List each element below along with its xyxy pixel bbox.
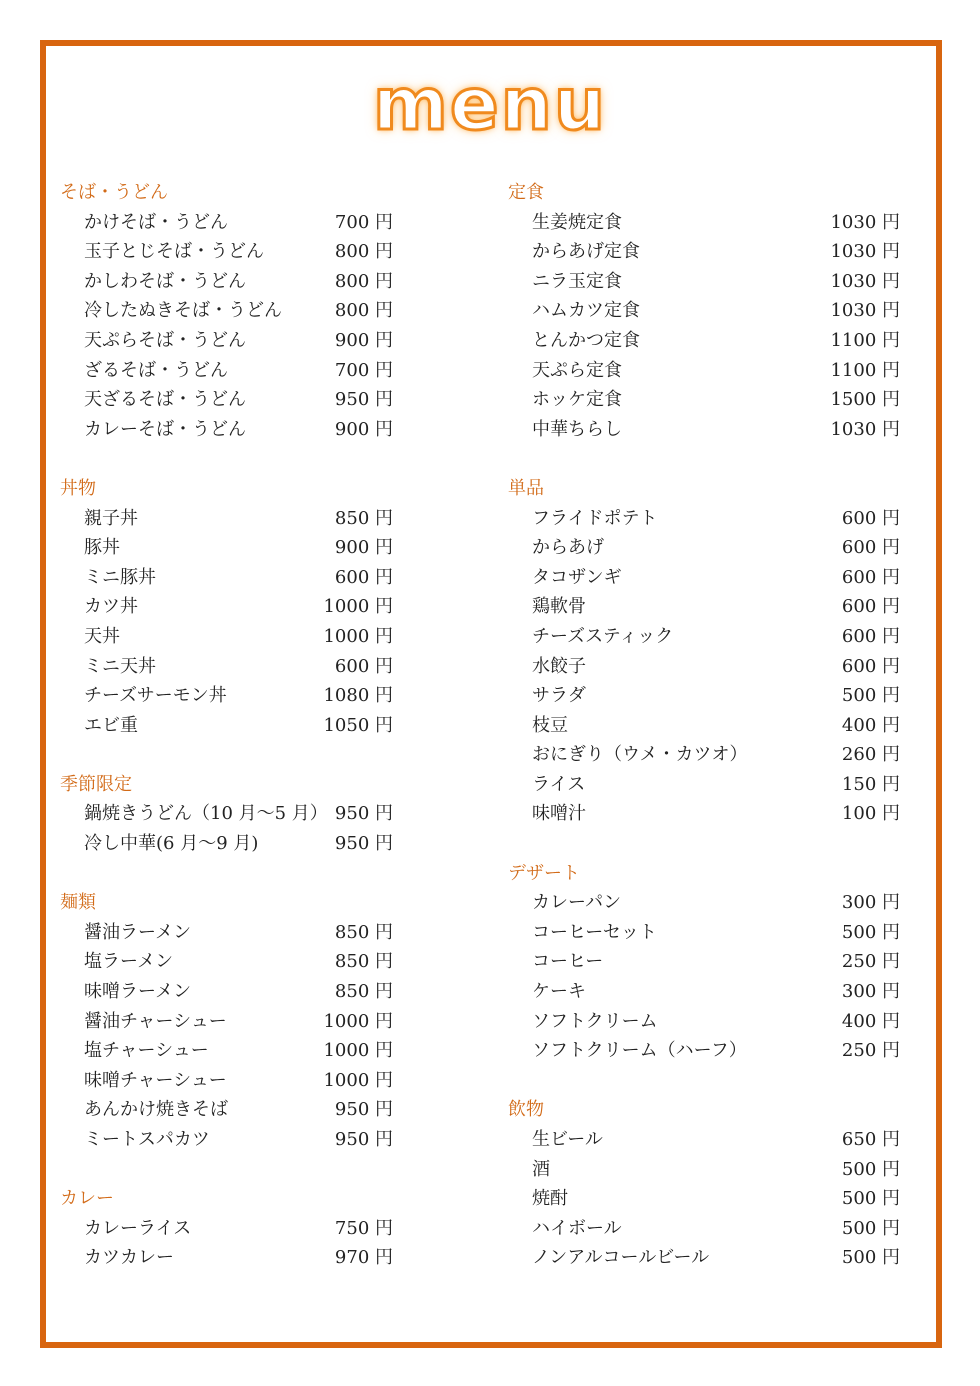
menu-section xyxy=(60,474,393,740)
menu-item-name: あんかけ焼きそば xyxy=(84,1099,228,1121)
section-heading: 麺類 xyxy=(60,892,96,914)
menu-item xyxy=(60,1007,393,1037)
menu-item-price: 800 円 xyxy=(334,300,393,322)
menu-item-price: 500 円 xyxy=(841,921,900,943)
menu-item-name: コーヒー xyxy=(532,951,604,973)
menu-item-name: からあげ定食 xyxy=(532,241,640,263)
menu-item xyxy=(508,1155,900,1185)
menu-item xyxy=(508,711,900,741)
menu-item xyxy=(508,947,900,977)
menu-item xyxy=(60,296,393,326)
right-menu-column xyxy=(508,178,900,1303)
menu-item-price: 1000 円 xyxy=(323,1040,393,1062)
menu-item-price: 260 円 xyxy=(841,744,900,766)
menu-item-price: 500 円 xyxy=(841,1217,900,1239)
menu-item-price: 1030 円 xyxy=(830,270,900,292)
menu-item-price: 600 円 xyxy=(841,566,900,588)
menu-item xyxy=(60,799,393,829)
menu-item-name: チーズサーモン丼 xyxy=(84,685,227,707)
menu-item-price: 1050 円 xyxy=(323,714,393,736)
menu-item-name: 醤油チャーシュー xyxy=(84,1010,227,1032)
menu-title: menu xyxy=(372,62,608,146)
menu-item xyxy=(60,1095,393,1125)
menu-item-price: 1000 円 xyxy=(323,596,393,618)
menu-item-price: 500 円 xyxy=(841,1247,900,1269)
menu-item-price: 950 円 xyxy=(334,803,393,825)
menu-item xyxy=(508,770,900,800)
menu-item-price: 500 円 xyxy=(841,1188,900,1210)
menu-item-price: 800 円 xyxy=(334,270,393,292)
menu-item xyxy=(508,296,900,326)
menu-item-price: 800 円 xyxy=(334,241,393,263)
menu-item-name: 枝豆 xyxy=(532,714,568,736)
menu-item-price: 1030 円 xyxy=(830,418,900,440)
menu-section xyxy=(508,178,900,444)
menu-item-name: 天ぷら定食 xyxy=(532,359,622,381)
menu-item xyxy=(60,563,393,593)
menu-item-name: かけそば・うどん xyxy=(84,211,228,233)
menu-item xyxy=(60,711,393,741)
menu-item xyxy=(508,652,900,682)
menu-item-price: 600 円 xyxy=(841,625,900,647)
menu-item-price: 950 円 xyxy=(334,1099,393,1121)
menu-item-price: 600 円 xyxy=(334,655,393,677)
menu-item xyxy=(60,1243,393,1273)
menu-item xyxy=(508,237,900,267)
menu-item-price: 700 円 xyxy=(334,211,393,233)
menu-item-price: 950 円 xyxy=(334,1129,393,1150)
menu-item-price: 500 円 xyxy=(841,1158,900,1180)
menu-item-price: 1100 円 xyxy=(830,329,900,351)
menu-item-price: 1000 円 xyxy=(323,1010,393,1032)
menu-item-price: 250 円 xyxy=(841,1040,900,1062)
menu-item xyxy=(60,356,393,386)
menu-item-name: ライス xyxy=(532,773,586,795)
menu-item-price: 1000 円 xyxy=(323,625,393,647)
menu-item-price: 250 円 xyxy=(841,951,900,973)
menu-item-name: ホッケ定食 xyxy=(532,389,622,411)
section-heading: カレー xyxy=(60,1188,114,1210)
menu-item xyxy=(60,415,393,445)
section-heading: 単品 xyxy=(508,477,544,499)
menu-item-price: 400 円 xyxy=(841,714,900,736)
menu-section xyxy=(60,1184,393,1273)
menu-item-price: 1030 円 xyxy=(830,241,900,263)
menu-item-price: 970 円 xyxy=(334,1247,393,1269)
menu-item-price: 600 円 xyxy=(841,537,900,559)
menu-item-price: 650 円 xyxy=(841,1129,900,1150)
menu-item-name: 味噌汁 xyxy=(532,803,586,825)
menu-item-name: ケーキ xyxy=(532,981,586,1003)
section-heading: そば・うどん xyxy=(60,182,168,203)
menu-item-price: 900 円 xyxy=(334,329,393,351)
menu-section xyxy=(60,178,393,444)
menu-item xyxy=(508,1007,900,1037)
menu-item-price: 1100 円 xyxy=(830,359,900,381)
menu-item-name: エビ重 xyxy=(84,714,138,736)
menu-item xyxy=(508,888,900,918)
menu-item xyxy=(508,356,900,386)
menu-item-name: 冷し中華(6 月～9 月) xyxy=(84,833,259,855)
menu-section xyxy=(60,770,393,859)
menu-item xyxy=(508,533,900,563)
menu-item xyxy=(60,918,393,948)
menu-item-price: 850 円 xyxy=(334,507,393,529)
menu-section xyxy=(508,1095,900,1273)
menu-item xyxy=(60,208,393,238)
menu-item-price: 1080 円 xyxy=(323,685,393,707)
menu-item-name: カレーパン xyxy=(532,892,622,914)
menu-item-name: からあげ xyxy=(532,537,604,559)
menu-item-price: 300 円 xyxy=(841,981,900,1003)
menu-item-name: おにぎり（ウメ・カツオ） xyxy=(532,744,748,766)
menu-item-name: 焼酎 xyxy=(532,1188,568,1210)
menu-item-name: チーズスティック xyxy=(532,625,674,647)
menu-item xyxy=(508,385,900,415)
menu-item xyxy=(508,918,900,948)
menu-item-name: とんかつ定食 xyxy=(532,329,640,351)
menu-item-name: 中華ちらし xyxy=(532,418,622,440)
menu-item xyxy=(508,681,900,711)
menu-item xyxy=(60,326,393,356)
menu-item xyxy=(60,977,393,1007)
menu-section xyxy=(508,859,900,1066)
menu-item-price: 1000 円 xyxy=(323,1069,393,1091)
menu-item xyxy=(60,1066,393,1096)
menu-item xyxy=(508,1125,900,1155)
menu-item-name: 冷したぬきそば・うどん xyxy=(84,300,282,322)
menu-item-name: 味噌チャーシュー xyxy=(84,1069,227,1091)
menu-item xyxy=(60,267,393,297)
menu-item-price: 1500 円 xyxy=(830,389,900,411)
menu-item-name: カツ丼 xyxy=(84,596,138,618)
menu-item-name: かしわそば・うどん xyxy=(84,270,246,292)
menu-item xyxy=(60,1036,393,1066)
menu-item xyxy=(508,740,900,770)
menu-item xyxy=(60,533,393,563)
menu-item-price: 600 円 xyxy=(841,507,900,529)
menu-item xyxy=(508,1243,900,1273)
menu-item-price: 850 円 xyxy=(334,951,393,973)
menu-item-name: 水餃子 xyxy=(532,655,586,677)
menu-item xyxy=(60,681,393,711)
menu-item xyxy=(60,829,393,859)
menu-item-price: 900 円 xyxy=(334,537,393,559)
menu-item xyxy=(60,385,393,415)
menu-item-name: 酒 xyxy=(532,1158,550,1180)
section-heading: 丼物 xyxy=(60,477,96,499)
menu-item-price: 600 円 xyxy=(841,655,900,677)
menu-item-name: 玉子とじそば・うどん xyxy=(84,241,264,263)
menu-item-price: 950 円 xyxy=(334,833,393,855)
section-heading: 定食 xyxy=(508,182,544,203)
menu-item xyxy=(508,592,900,622)
menu-item-name: 塩ラーメン xyxy=(84,951,174,973)
menu-item-price: 1030 円 xyxy=(830,211,900,233)
menu-item-price: 500 円 xyxy=(841,685,900,707)
menu-item-name: 鍋焼きうどん（10 月～5 月） xyxy=(84,803,328,825)
menu-item xyxy=(60,622,393,652)
menu-item-price: 400 円 xyxy=(841,1010,900,1032)
menu-item-name: ニラ玉定食 xyxy=(532,270,622,292)
menu-item-name: 天ざるそば・うどん xyxy=(84,389,246,411)
menu-item-name: 豚丼 xyxy=(84,537,120,559)
menu-item-price: 600 円 xyxy=(334,566,393,588)
menu-item-name: ミートスパカツ xyxy=(84,1129,210,1150)
menu-item xyxy=(508,977,900,1007)
menu-item-price: 150 円 xyxy=(841,773,900,795)
menu-item-name: 鶏軟骨 xyxy=(532,596,586,618)
menu-item-name: 生姜焼定食 xyxy=(532,211,622,233)
menu-item-name: カレーそば・うどん xyxy=(84,418,246,440)
menu-item xyxy=(508,1036,900,1066)
menu-item xyxy=(508,1214,900,1244)
menu-item xyxy=(60,652,393,682)
menu-item-name: タコザンギ xyxy=(532,566,622,588)
menu-item xyxy=(60,1125,393,1155)
menu-item-name: 天ぷらそば・うどん xyxy=(84,329,246,351)
menu-item-name: ざるそば・うどん xyxy=(84,359,228,381)
menu-item xyxy=(508,799,900,829)
menu-item-price: 850 円 xyxy=(334,981,393,1003)
menu-item xyxy=(508,326,900,356)
menu-item-price: 700 円 xyxy=(334,359,393,381)
menu-item-name: サラダ xyxy=(532,685,586,707)
menu-item-name: 生ビール xyxy=(532,1129,603,1150)
menu-item-name: ハイボール xyxy=(532,1217,622,1239)
menu-item-name: 親子丼 xyxy=(84,507,138,529)
section-heading: 季節限定 xyxy=(60,773,132,795)
menu-item xyxy=(508,504,900,534)
menu-item-name: ソフトクリーム xyxy=(532,1010,658,1032)
menu-section xyxy=(60,888,393,1154)
menu-item-name: ハムカツ定食 xyxy=(532,300,640,322)
menu-item-name: 塩チャーシュー xyxy=(84,1040,209,1062)
menu-section xyxy=(508,474,900,829)
menu-item-price: 600 円 xyxy=(841,596,900,618)
menu-item xyxy=(508,1184,900,1214)
menu-item-price: 900 円 xyxy=(334,418,393,440)
menu-item-price: 300 円 xyxy=(841,892,900,914)
menu-item-name: 味噌ラーメン xyxy=(84,981,192,1003)
left-menu-column xyxy=(60,178,393,1303)
menu-item-name: フライドポテト xyxy=(532,507,658,529)
menu-item xyxy=(508,267,900,297)
menu-item xyxy=(60,947,393,977)
menu-item-price: 850 円 xyxy=(334,921,393,943)
menu-item xyxy=(508,415,900,445)
menu-item-price: 950 円 xyxy=(334,389,393,411)
menu-item xyxy=(508,622,900,652)
section-heading: デザート xyxy=(508,862,580,884)
menu-item-name: カレーライス xyxy=(84,1217,192,1239)
menu-item-name: ソフトクリーム（ハーフ） xyxy=(532,1040,747,1062)
menu-item-price: 1030 円 xyxy=(830,300,900,322)
menu-item xyxy=(508,563,900,593)
menu-item-name: カツカレー xyxy=(84,1247,174,1269)
menu-item-name: 醤油ラーメン xyxy=(84,921,192,943)
section-heading: 飲物 xyxy=(508,1099,544,1121)
menu-item-name: 天丼 xyxy=(84,625,120,647)
menu-item xyxy=(60,592,393,622)
menu-item xyxy=(60,1214,393,1244)
menu-item xyxy=(508,208,900,238)
menu-item-name: ノンアルコールビール xyxy=(532,1247,710,1269)
menu-item-name: ミニ天丼 xyxy=(84,655,156,677)
menu-item-price: 750 円 xyxy=(334,1217,393,1239)
menu-item xyxy=(60,237,393,267)
menu-item-price: 100 円 xyxy=(841,803,900,825)
menu-item-name: コーヒーセット xyxy=(532,921,657,943)
menu-item-name: ミニ豚丼 xyxy=(84,566,156,588)
menu-item xyxy=(60,504,393,534)
